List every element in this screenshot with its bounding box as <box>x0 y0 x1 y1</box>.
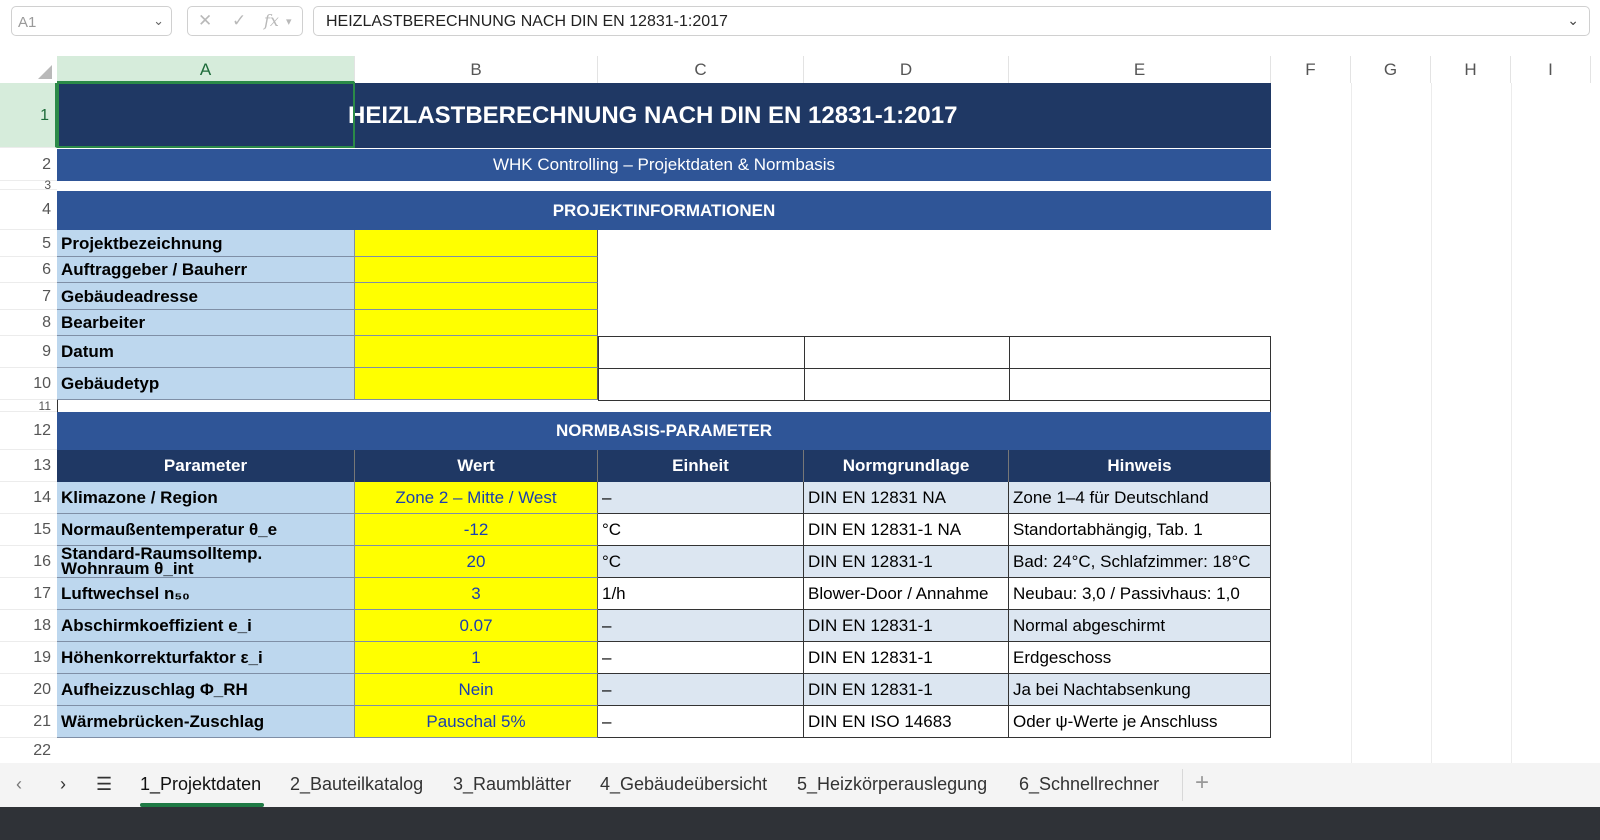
status-bar <box>0 807 1600 840</box>
gridline <box>1431 83 1432 763</box>
param-norm[interactable]: DIN EN 12831-1 NA <box>804 514 1009 546</box>
chevron-down-icon[interactable]: ⌄ <box>153 13 164 28</box>
column-header-a[interactable]: A <box>57 56 355 83</box>
empty-cell[interactable] <box>598 368 805 401</box>
table-header-norm[interactable]: Normgrundlage <box>804 450 1009 482</box>
param-note[interactable]: Neubau: 3,0 / Passivhaus: 1,0 <box>1009 578 1271 610</box>
param-norm[interactable]: DIN EN 12831-1 <box>804 642 1009 674</box>
spacer-row <box>57 400 1271 412</box>
param-value[interactable]: 0.07 <box>355 610 598 642</box>
column-header-g[interactable]: G <box>1351 56 1431 83</box>
param-norm[interactable]: DIN EN 12831-1 <box>804 674 1009 706</box>
active-cell-a1[interactable] <box>57 82 355 148</box>
param-norm[interactable]: DIN EN 12831-1 <box>804 610 1009 642</box>
column-header-c[interactable]: C <box>598 56 804 83</box>
row-header-11[interactable]: 11 <box>0 400 57 412</box>
empty-cell[interactable] <box>1009 368 1271 401</box>
chevron-down-icon[interactable]: ▾ <box>286 16 292 28</box>
param-name[interactable]: Abschirmkoeffizient e_i <box>57 610 355 642</box>
project-label[interactable]: Auftraggeber / Bauherr <box>57 257 355 283</box>
param-unit[interactable]: – <box>598 642 804 674</box>
name-box[interactable] <box>11 6 172 36</box>
param-value[interactable]: Zone 2 – Mitte / West <box>355 482 598 514</box>
param-note[interactable]: Standortabhängig, Tab. 1 <box>1009 514 1271 546</box>
row-header-5[interactable]: 5 <box>0 230 57 257</box>
formula-bar <box>0 0 1600 42</box>
row-header-10[interactable]: 10 <box>0 368 57 400</box>
column-header-f[interactable]: F <box>1271 56 1351 83</box>
project-input-cell[interactable] <box>355 368 598 400</box>
param-unit[interactable]: – <box>598 610 804 642</box>
row-header-1[interactable]: 1 <box>0 83 57 148</box>
project-label[interactable]: Gebäudetyp <box>57 368 355 400</box>
formula-controls <box>187 6 303 36</box>
project-input-cell[interactable] <box>355 310 598 336</box>
column-header-b[interactable]: B <box>355 56 598 83</box>
tab-bauteilkatalog[interactable]: 2_Bauteilkatalog <box>290 774 424 794</box>
param-unit[interactable]: – <box>598 706 804 738</box>
empty-cell[interactable] <box>804 368 1010 401</box>
add-sheet-icon[interactable]: + <box>1195 769 1210 796</box>
empty-cell[interactable] <box>598 336 805 369</box>
row-header-20[interactable]: 20 <box>0 674 57 706</box>
param-unit[interactable]: – <box>598 482 804 514</box>
table-header-note[interactable]: Hinweis <box>1009 450 1271 482</box>
row-header-16[interactable]: 16 <box>0 546 57 578</box>
param-unit[interactable]: 1/h <box>598 578 804 610</box>
row-header-13[interactable]: 13 <box>0 450 57 482</box>
row-header-4[interactable]: 4 <box>0 190 57 230</box>
param-note[interactable]: Ja bei Nachtabsenkung <box>1009 674 1271 706</box>
param-norm[interactable]: DIN EN 12831-1 <box>804 546 1009 578</box>
row-header-2[interactable]: 2 <box>0 148 57 181</box>
section-norm-params[interactable]: NORMBASIS-PARAMETER <box>57 412 1271 450</box>
param-value[interactable]: 20 <box>355 546 598 578</box>
param-unit[interactable]: – <box>598 674 804 706</box>
table-header-unit[interactable]: Einheit <box>598 450 804 482</box>
param-norm[interactable]: DIN EN 12831 NA <box>804 482 1009 514</box>
function-icon[interactable]: fx <box>264 11 279 30</box>
gridline <box>1511 83 1512 763</box>
row-header-7[interactable]: 7 <box>0 283 57 310</box>
confirm-icon[interactable]: ✓ <box>232 11 247 30</box>
tab-heizkoerperauslegung[interactable]: 5_Heizkörperauslegung <box>797 774 988 794</box>
param-note[interactable]: Erdgeschoss <box>1009 642 1271 674</box>
column-header-i[interactable]: I <box>1511 56 1591 83</box>
row-header-6[interactable]: 6 <box>0 257 57 283</box>
param-value[interactable]: 3 <box>355 578 598 610</box>
column-header-h[interactable]: H <box>1431 56 1511 83</box>
tab-divider <box>1182 769 1183 801</box>
project-label[interactable]: Bearbeiter <box>57 310 355 336</box>
tab-projektdaten[interactable]: 1_Projektdaten <box>140 774 262 794</box>
row-header-9[interactable]: 9 <box>0 336 57 368</box>
param-name[interactable]: Luftwechsel n₅₀ <box>57 578 355 610</box>
select-all-icon <box>38 65 52 79</box>
param-name[interactable]: Normaußentemperatur θ_e <box>57 514 355 546</box>
param-unit[interactable]: °C <box>598 546 804 578</box>
tab-raumblaetter[interactable]: 3_Raumblätter <box>453 774 572 794</box>
row-header-21[interactable]: 21 <box>0 706 57 738</box>
row-header-14[interactable]: 14 <box>0 482 57 514</box>
row-header-3[interactable]: 3 <box>0 181 57 190</box>
project-input-cell[interactable] <box>355 257 598 283</box>
table-header-value[interactable]: Wert <box>355 450 598 482</box>
sheet-menu-icon[interactable]: ☰ <box>96 774 113 794</box>
sheet-tab-bar <box>0 763 1600 807</box>
param-name[interactable]: Höhenkorrekturfaktor ε_i <box>57 642 355 674</box>
row-header-15[interactable]: 15 <box>0 514 57 546</box>
cancel-icon[interactable]: ✕ <box>198 11 213 30</box>
row-header-12[interactable]: 12 <box>0 412 57 450</box>
formula-text: HEIZLASTBERECHNUNG NACH DIN EN 12831-1:2017 <box>326 13 728 30</box>
section-project-info[interactable]: PROJEKTINFORMATIONEN <box>57 191 1271 230</box>
project-label[interactable]: Datum <box>57 336 355 368</box>
param-value[interactable]: 1 <box>355 642 598 674</box>
row-header-19[interactable]: 19 <box>0 642 57 674</box>
tab-gebaeudeuebersicht[interactable]: 4_Gebäudeübersicht <box>600 774 768 794</box>
row-header-17[interactable]: 17 <box>0 578 57 610</box>
param-value[interactable]: -12 <box>355 514 598 546</box>
param-name[interactable]: Wärmebrücken-Zuschlag <box>57 706 355 738</box>
project-label[interactable]: Projektbezeichnung <box>57 230 355 257</box>
param-note[interactable]: Oder ψ-Werte je Anschluss <box>1009 706 1271 738</box>
param-note[interactable]: Bad: 24°C, Schlafzimmer: 18°C <box>1009 546 1271 578</box>
next-sheet-icon[interactable]: › <box>60 774 66 794</box>
row-header-8[interactable]: 8 <box>0 310 57 336</box>
project-input-cell[interactable] <box>355 336 598 368</box>
gridline <box>1351 83 1352 763</box>
project-input-cell[interactable] <box>355 230 598 257</box>
param-name[interactable]: Aufheizzuschlag Φ_RH <box>57 674 355 706</box>
column-header-d[interactable]: D <box>804 56 1009 83</box>
project-input-cell[interactable] <box>355 283 598 310</box>
formula-input[interactable] <box>313 6 1590 36</box>
param-unit[interactable]: °C <box>598 514 804 546</box>
param-name[interactable]: Standard-Raumsolltemp. Wohnraum θ_int <box>57 546 355 578</box>
param-norm[interactable]: Blower-Door / Annahme <box>804 578 1009 610</box>
project-label[interactable]: Gebäudeadresse <box>57 283 355 310</box>
table-header-parameter[interactable]: Parameter <box>57 450 355 482</box>
prev-sheet-icon[interactable]: ‹ <box>16 774 22 794</box>
param-value[interactable]: Nein <box>355 674 598 706</box>
param-value[interactable]: Pauschal 5% <box>355 706 598 738</box>
empty-cell[interactable] <box>804 336 1010 369</box>
name-box-value: A1 <box>18 14 37 31</box>
row-header-18[interactable]: 18 <box>0 610 57 642</box>
param-name[interactable]: Klimazone / Region <box>57 482 355 514</box>
param-norm[interactable]: DIN EN ISO 14683 <box>804 706 1009 738</box>
sheet-subtitle[interactable]: WHK Controlling – Projektdaten & Normbasis <box>57 149 1271 181</box>
param-note[interactable]: Normal abgeschirmt <box>1009 610 1271 642</box>
row-header-22[interactable]: 22 <box>0 738 57 764</box>
select-all-corner[interactable] <box>0 42 57 83</box>
param-note[interactable]: Zone 1–4 für Deutschland <box>1009 482 1271 514</box>
sheet-title[interactable]: HEIZLASTBERECHNUNG NACH DIN EN 12831-1:2017 <box>57 83 1271 148</box>
column-header-e[interactable]: E <box>1009 56 1271 83</box>
expand-formula-icon[interactable]: ⌄ <box>1567 12 1579 28</box>
empty-cell[interactable] <box>1009 336 1271 369</box>
tab-schnellrechner[interactable]: 6_Schnellrechner <box>1019 774 1160 794</box>
